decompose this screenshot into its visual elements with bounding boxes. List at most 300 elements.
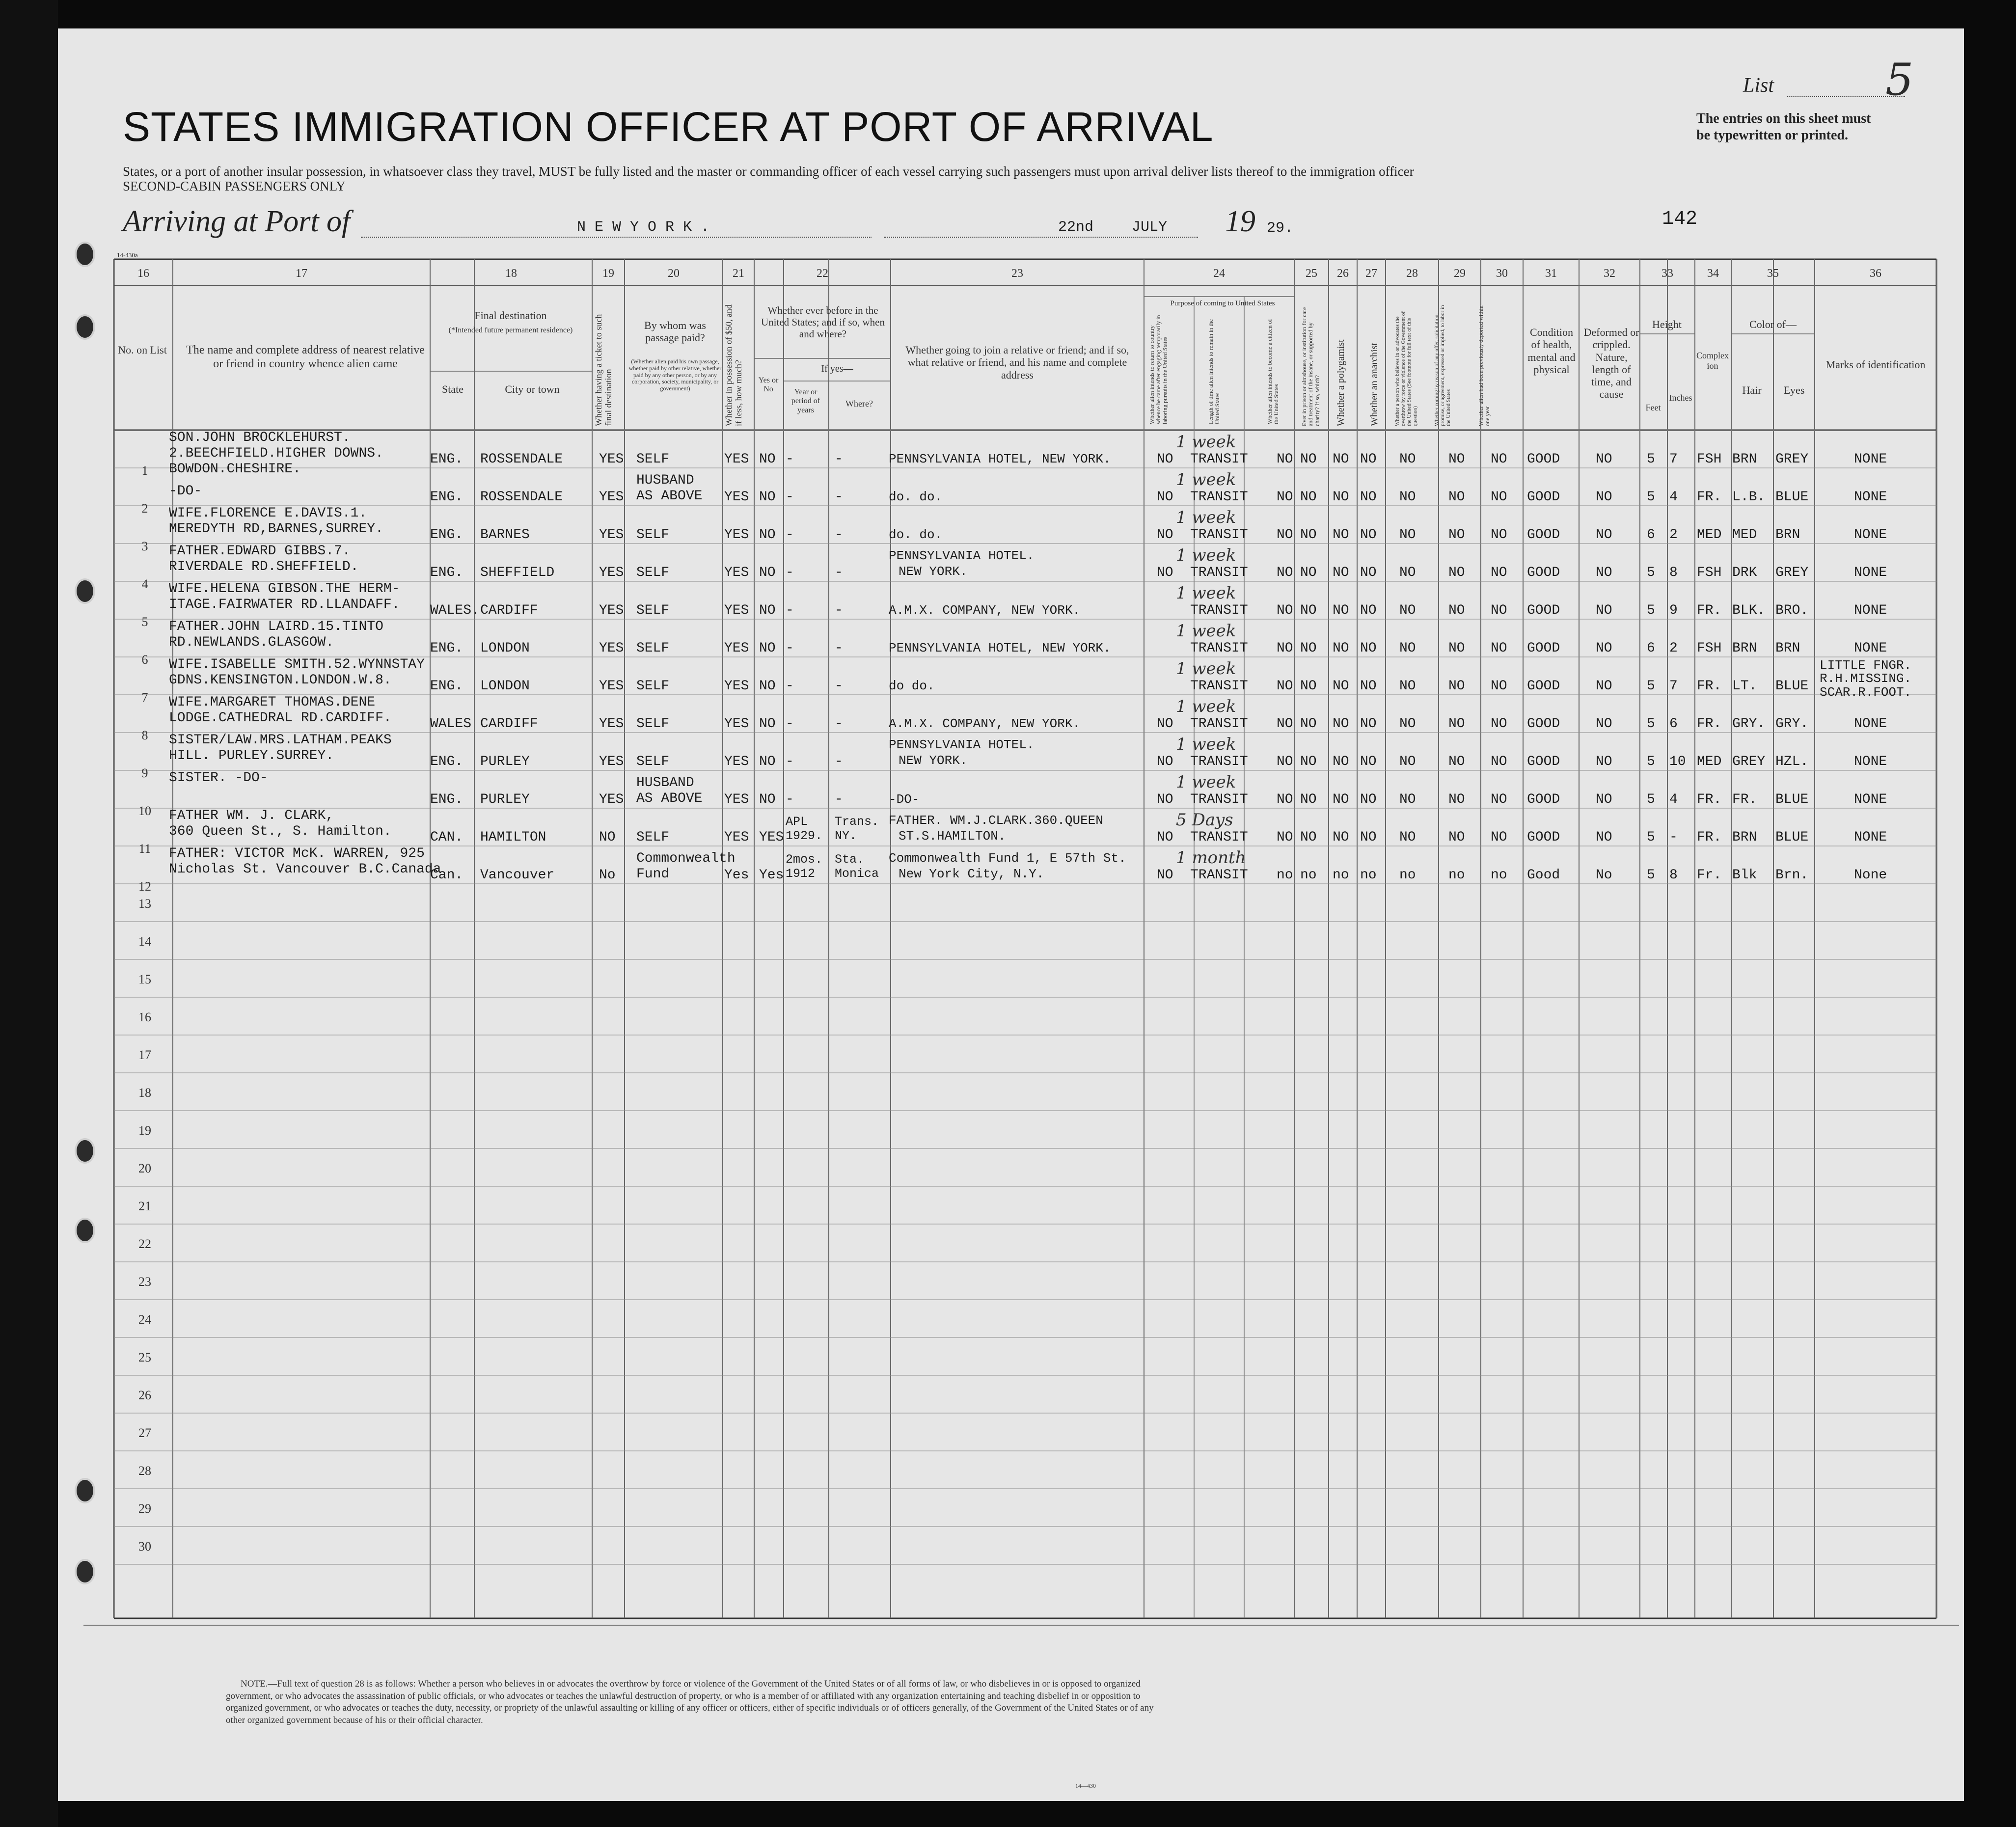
hair-color: BRN bbox=[1732, 830, 1757, 845]
col30-heading: Whether alien had been previously deported within one year bbox=[1477, 305, 1491, 426]
row-number: 6 bbox=[141, 653, 148, 667]
relative-address: ITAGE.FAIRWATER RD.LLANDAFF. bbox=[169, 597, 400, 612]
deformed-answer: NO bbox=[1596, 527, 1612, 543]
hair-color: BRN bbox=[1732, 452, 1757, 467]
row-number: 1 bbox=[141, 464, 148, 478]
col22-where-heading: Where? bbox=[845, 399, 873, 409]
relative-name: WIFE.MARGARET THOMAS.DENE bbox=[169, 695, 376, 710]
column-number: 18 bbox=[505, 267, 517, 280]
joining-address: ST.S.HAMILTON. bbox=[899, 829, 1006, 844]
anarchist-answer: NO bbox=[1360, 679, 1377, 694]
q30-answer: NO bbox=[1491, 679, 1507, 694]
eye-color: BLUE bbox=[1775, 490, 1809, 505]
health-condition: GOOD bbox=[1527, 527, 1560, 543]
hair-color: MED bbox=[1732, 527, 1757, 543]
deformed-answer: NO bbox=[1596, 565, 1612, 580]
q29-answer: NO bbox=[1448, 679, 1465, 694]
relative-name: SISTER/LAW.MRS.LATHAM.PEAKS bbox=[169, 733, 392, 748]
col29-heading: Whether coming by reason of any offer, solicitation, promise, or agreement, expressed or implied, to labor in the United States bbox=[1434, 305, 1452, 426]
prison-answer: NO bbox=[1300, 565, 1317, 580]
hair-color: DRK bbox=[1732, 565, 1757, 580]
complexion-value: MED bbox=[1697, 527, 1722, 543]
previous-year: - bbox=[786, 603, 794, 618]
q30-answer: NO bbox=[1491, 565, 1507, 580]
row-number: 10 bbox=[138, 804, 151, 818]
money-value: YES bbox=[724, 565, 749, 580]
previous-year: - bbox=[786, 527, 794, 543]
passage-paid: AS ABOVE bbox=[636, 791, 703, 806]
destination-city: LONDON bbox=[480, 641, 530, 656]
previous-year: - bbox=[786, 792, 794, 807]
intends-return: NO bbox=[1157, 527, 1173, 543]
col28-heading: Whether a person who believes in or advocates the overthrow by force or violence of the Government of the United States (See footnote for full text of this question) bbox=[1394, 311, 1418, 426]
money-value: YES bbox=[724, 641, 749, 656]
destination-city: ROSSENDALE bbox=[480, 490, 563, 505]
intends-return: NO bbox=[1157, 716, 1173, 732]
hair-color: BLK. bbox=[1732, 603, 1766, 618]
joining-relative: PENNSYLVANIA HOTEL. bbox=[889, 548, 1035, 563]
previous-year: 2mos. 1912 bbox=[786, 852, 823, 881]
length-of-stay: TRANSIT bbox=[1190, 754, 1248, 769]
identification-marks: NONE bbox=[1854, 490, 1887, 505]
q29-answer: NO bbox=[1448, 830, 1465, 845]
height-feet: 5 bbox=[1647, 565, 1655, 580]
height-inches: 2 bbox=[1669, 527, 1678, 543]
length-of-stay-handwritten: 1 week bbox=[1176, 470, 1236, 490]
anarchist-answer: NO bbox=[1360, 830, 1377, 845]
column-number: 21 bbox=[733, 267, 744, 280]
passage-paid: Commonwealth bbox=[636, 851, 736, 866]
identification-marks: NONE bbox=[1854, 716, 1887, 732]
q30-answer: NO bbox=[1491, 452, 1507, 467]
joining-relative: Commonwealth Fund 1, E 57th St. bbox=[889, 851, 1126, 866]
polygamist-answer: NO bbox=[1333, 830, 1349, 845]
column-number: 24 bbox=[1213, 267, 1225, 280]
column-number: 33 bbox=[1662, 267, 1673, 280]
row-number: 23 bbox=[138, 1275, 151, 1289]
previous-year: - bbox=[786, 565, 794, 580]
ticket-value: YES bbox=[599, 641, 624, 656]
length-of-stay-handwritten: 1 week bbox=[1176, 508, 1236, 527]
row-number: 2 bbox=[141, 501, 148, 516]
row-number: 12 bbox=[138, 879, 151, 894]
row-number: 19 bbox=[138, 1123, 151, 1138]
polygamist-answer: NO bbox=[1333, 565, 1349, 580]
previous-visit: NO bbox=[759, 527, 776, 543]
height-inches: 7 bbox=[1669, 679, 1678, 694]
complexion-value: FSH bbox=[1697, 452, 1722, 467]
length-of-stay-handwritten: 1 week bbox=[1176, 545, 1236, 565]
length-of-stay-handwritten: 1 week bbox=[1176, 772, 1236, 792]
joining-address: NEW YORK. bbox=[899, 564, 968, 579]
eye-color: BLUE bbox=[1775, 792, 1809, 807]
form-title: STATES IMMIGRATION OFFICER AT PORT OF ARRIVAL bbox=[123, 104, 1214, 150]
eye-color: BLUE bbox=[1775, 679, 1809, 694]
length-of-stay: TRANSIT bbox=[1190, 641, 1248, 656]
citizen-intent: NO bbox=[1277, 603, 1293, 618]
citizen-intent: NO bbox=[1277, 527, 1293, 543]
destination-city: HAMILTON bbox=[480, 830, 546, 845]
joining-relative: do do. bbox=[889, 679, 935, 693]
date-month: JULY bbox=[1132, 219, 1168, 236]
hair-color: LT. bbox=[1732, 679, 1757, 694]
passage-paid: SELF bbox=[636, 565, 670, 580]
height-inches: 8 bbox=[1669, 565, 1678, 580]
previous-where: - bbox=[835, 452, 843, 467]
complexion-value: FR. bbox=[1697, 679, 1722, 694]
length-of-stay-handwritten: 1 week bbox=[1176, 659, 1236, 679]
destination-state: ENG. bbox=[430, 490, 463, 505]
ticket-value: YES bbox=[599, 679, 624, 694]
polygamist-answer: NO bbox=[1333, 490, 1349, 505]
previous-visit: NO bbox=[759, 792, 776, 807]
length-of-stay-handwritten: 1 week bbox=[1176, 583, 1236, 603]
destination-state: ENG. bbox=[430, 452, 463, 467]
deformed-answer: NO bbox=[1596, 679, 1612, 694]
previous-visit: NO bbox=[759, 754, 776, 769]
previous-year: - bbox=[786, 452, 794, 467]
row-number: 5 bbox=[141, 615, 148, 629]
deformed-answer: NO bbox=[1596, 452, 1612, 467]
column-number: 19 bbox=[602, 267, 614, 280]
q28-answer: NO bbox=[1399, 792, 1416, 807]
prison-answer: NO bbox=[1300, 527, 1317, 543]
q28-answer: NO bbox=[1399, 716, 1416, 732]
intends-return: NO bbox=[1157, 830, 1173, 845]
relative-name: FATHER.EDWARD GIBBS.7. bbox=[169, 544, 351, 559]
relative-name: WIFE.ISABELLE SMITH.52.WYNNSTAY bbox=[169, 657, 425, 672]
q28-answer: NO bbox=[1399, 641, 1416, 656]
height-feet: 6 bbox=[1647, 527, 1655, 543]
col18-heading: Final destination bbox=[474, 309, 547, 322]
length-of-stay-handwritten: 1 week bbox=[1176, 735, 1236, 754]
q28-answer: NO bbox=[1399, 490, 1416, 505]
arriving-label: Arriving at Port of bbox=[123, 205, 351, 238]
citizen-intent: NO bbox=[1277, 792, 1293, 807]
row-number: 30 bbox=[138, 1539, 151, 1554]
money-value: YES bbox=[724, 830, 749, 845]
passenger-class: SECOND-CABIN PASSENGERS ONLY bbox=[123, 179, 346, 193]
eye-color: BRO. bbox=[1775, 603, 1809, 618]
previous-where: Sta. Monica bbox=[835, 852, 879, 881]
row-number: 16 bbox=[138, 1010, 151, 1024]
destination-state: ENG. bbox=[430, 679, 463, 694]
col35-heading: Color of— bbox=[1749, 318, 1797, 330]
anarchist-answer: NO bbox=[1360, 603, 1377, 618]
eye-color: GREY bbox=[1775, 452, 1809, 467]
row-number: 17 bbox=[138, 1048, 151, 1062]
identification-marks: NONE bbox=[1854, 527, 1887, 543]
q29-answer: NO bbox=[1448, 452, 1465, 467]
joining-address: New York City, N.Y. bbox=[899, 867, 1044, 881]
prison-answer: NO bbox=[1300, 641, 1317, 656]
q29-answer: NO bbox=[1448, 490, 1465, 505]
intends-return: NO bbox=[1157, 792, 1173, 807]
entries-note-2: be typewritten or printed. bbox=[1696, 128, 1848, 143]
row-number: 11 bbox=[138, 842, 151, 856]
money-value: YES bbox=[724, 490, 749, 505]
health-condition: GOOD bbox=[1527, 754, 1560, 769]
column-number: 36 bbox=[1870, 267, 1881, 280]
previous-where: - bbox=[835, 792, 843, 807]
identification-marks: NONE bbox=[1854, 641, 1887, 656]
eye-color: Brn. bbox=[1775, 868, 1809, 883]
relative-address: RIVERDALE RD.SHEFFIELD. bbox=[169, 559, 359, 574]
hair-color: BRN bbox=[1732, 641, 1757, 656]
col35-hair-heading: Hair bbox=[1742, 384, 1762, 396]
identification-marks: None bbox=[1854, 868, 1887, 883]
previous-visit: NO bbox=[759, 452, 776, 467]
height-inches: 9 bbox=[1669, 603, 1678, 618]
identification-marks: NONE bbox=[1854, 792, 1887, 807]
prison-answer: no bbox=[1300, 868, 1317, 883]
q28-answer: NO bbox=[1399, 603, 1416, 618]
col33-inches-heading: Inches bbox=[1669, 393, 1692, 403]
col35-eyes-heading: Eyes bbox=[1783, 384, 1805, 396]
deformed-answer: NO bbox=[1596, 490, 1612, 505]
height-feet: 5 bbox=[1647, 452, 1655, 467]
complexion-value: FR. bbox=[1697, 603, 1722, 618]
eye-color: GRY. bbox=[1775, 716, 1809, 732]
health-condition: GOOD bbox=[1527, 830, 1560, 845]
prison-answer: NO bbox=[1300, 792, 1317, 807]
polygamist-answer: NO bbox=[1333, 452, 1349, 467]
joining-relative: FATHER. WM.J.CLARK.360.QUEEN bbox=[889, 813, 1103, 828]
col18-state-heading: State bbox=[442, 383, 463, 395]
length-of-stay: TRANSIT bbox=[1190, 527, 1248, 543]
height-feet: 5 bbox=[1647, 716, 1655, 732]
complexion-value: FR. bbox=[1697, 830, 1722, 845]
height-inches: 8 bbox=[1669, 868, 1678, 883]
joining-relative: PENNSYLVANIA HOTEL. bbox=[889, 737, 1035, 752]
column-number: 27 bbox=[1365, 267, 1377, 280]
deformed-answer: NO bbox=[1596, 830, 1612, 845]
hair-color: L.B. bbox=[1732, 490, 1766, 505]
money-value: YES bbox=[724, 527, 749, 543]
previous-where: - bbox=[835, 641, 843, 656]
col36-heading: Marks of identification bbox=[1825, 358, 1926, 371]
money-value: YES bbox=[724, 679, 749, 694]
row-number: 8 bbox=[141, 728, 148, 743]
identification-marks: NONE bbox=[1854, 565, 1887, 580]
joining-address: NEW YORK. bbox=[899, 753, 968, 768]
polygamist-answer: NO bbox=[1333, 716, 1349, 732]
row-number: 4 bbox=[141, 577, 148, 592]
destination-city: SHEFFIELD bbox=[480, 565, 555, 580]
instruction-text: States, or a port of another insular possession, in whatsoever class they travel, MUST be fully listed and the master or commanding officer of each vessel carrying such passengers must upon arrival deliver lists thereof to the immigration officer bbox=[123, 164, 1414, 179]
health-condition: GOOD bbox=[1527, 792, 1560, 807]
q28-answer: no bbox=[1399, 868, 1416, 883]
date-day: 22nd bbox=[1058, 219, 1094, 236]
col18-city-heading: City or town bbox=[505, 383, 560, 395]
q28-answer: NO bbox=[1399, 754, 1416, 769]
length-of-stay: TRANSIT bbox=[1190, 868, 1248, 883]
col27-heading: Whether an anarchist bbox=[1369, 343, 1380, 426]
identification-marks: NONE bbox=[1854, 603, 1887, 618]
ticket-value: YES bbox=[599, 716, 624, 732]
relative-address: HILL. PURLEY.SURREY. bbox=[169, 748, 334, 764]
complexion-value: MED bbox=[1697, 754, 1722, 769]
entries-note-1: The entries on this sheet must bbox=[1696, 111, 1871, 126]
row-number: 18 bbox=[138, 1086, 151, 1100]
col16-heading: No. on List bbox=[118, 344, 167, 356]
height-inches: 6 bbox=[1669, 716, 1678, 732]
length-of-stay: TRANSIT bbox=[1190, 716, 1248, 732]
destination-state: ENG. bbox=[430, 754, 463, 769]
destination-state: ENG. bbox=[430, 641, 463, 656]
joining-relative: A.M.X. COMPANY, NEW YORK. bbox=[889, 603, 1081, 618]
q30-answer: NO bbox=[1491, 641, 1507, 656]
q28-answer: NO bbox=[1399, 830, 1416, 845]
complexion-value: FR. bbox=[1697, 792, 1722, 807]
money-value: YES bbox=[724, 716, 749, 732]
height-inches: 4 bbox=[1669, 490, 1678, 505]
previous-year: APL 1929. bbox=[786, 815, 823, 843]
col34-heading: Complexion bbox=[1696, 351, 1729, 371]
col31-heading: Condition of health, mental and physical bbox=[1527, 326, 1576, 376]
previous-year: - bbox=[786, 679, 794, 694]
row-number: 9 bbox=[141, 766, 148, 781]
intends-return: NO bbox=[1157, 754, 1173, 769]
q29-answer: NO bbox=[1448, 565, 1465, 580]
prison-answer: NO bbox=[1300, 679, 1317, 694]
prison-answer: NO bbox=[1300, 603, 1317, 618]
joining-relative: do. do. bbox=[889, 527, 943, 542]
intends-return: NO bbox=[1157, 490, 1173, 505]
polygamist-answer: NO bbox=[1333, 754, 1349, 769]
q30-answer: NO bbox=[1491, 716, 1507, 732]
previous-year: - bbox=[786, 490, 794, 505]
intends-return: NO bbox=[1157, 565, 1173, 580]
complexion-value: Fr. bbox=[1697, 868, 1722, 883]
health-condition: Good bbox=[1527, 868, 1560, 883]
ticket-value: YES bbox=[599, 452, 624, 467]
relative-address: LODGE.CATHEDRAL RD.CARDIFF. bbox=[169, 710, 392, 726]
length-of-stay-handwritten: 1 week bbox=[1176, 621, 1236, 641]
col24-return-heading: Whether alien intends to return to country whence he came after engaging temporarily in laboring pursuits in the United States bbox=[1148, 315, 1169, 424]
relative-address: Nicholas St. Vancouver B.C.Canada bbox=[169, 862, 441, 877]
height-feet: 6 bbox=[1647, 641, 1655, 656]
polygamist-answer: no bbox=[1333, 868, 1349, 883]
previous-visit: NO bbox=[759, 679, 776, 694]
joining-relative: -DO- bbox=[889, 792, 920, 807]
deformed-answer: NO bbox=[1596, 716, 1612, 732]
column-number: 25 bbox=[1306, 267, 1317, 280]
col24-heading: Purpose of coming to United States bbox=[1170, 300, 1275, 307]
previous-where: - bbox=[835, 527, 843, 543]
anarchist-answer: NO bbox=[1360, 452, 1377, 467]
passage-paid: SELF bbox=[636, 679, 670, 694]
col22-year-heading: Year or period of years bbox=[791, 388, 820, 414]
polygamist-answer: NO bbox=[1333, 792, 1349, 807]
column-number: 28 bbox=[1406, 267, 1418, 280]
q30-answer: NO bbox=[1491, 830, 1507, 845]
complexion-value: FSH bbox=[1697, 641, 1722, 656]
length-of-stay: TRANSIT bbox=[1190, 603, 1248, 618]
destination-state: WALES. bbox=[430, 603, 480, 618]
passage-paid: SELF bbox=[636, 527, 670, 543]
hair-color: GRY. bbox=[1732, 716, 1766, 732]
relative-name: SON.JOHN BROCKLEHURST. bbox=[169, 430, 351, 445]
prison-answer: NO bbox=[1300, 452, 1317, 467]
q29-answer: NO bbox=[1448, 603, 1465, 618]
passage-paid: Fund bbox=[636, 867, 670, 882]
list-label: List bbox=[1743, 74, 1774, 97]
passage-paid: SELF bbox=[636, 830, 670, 845]
row-number: 28 bbox=[138, 1464, 151, 1478]
destination-state: ENG. bbox=[430, 527, 463, 543]
eye-color: GREY bbox=[1775, 565, 1809, 580]
previous-where: - bbox=[835, 603, 843, 618]
col24-length-heading: Length of time alien intends to remain in the United States bbox=[1207, 319, 1221, 424]
q29-answer: NO bbox=[1448, 716, 1465, 732]
q29-answer: NO bbox=[1448, 641, 1465, 656]
anarchist-answer: NO bbox=[1360, 716, 1377, 732]
destination-city: BARNES bbox=[480, 527, 530, 543]
column-number: 31 bbox=[1545, 267, 1557, 280]
ticket-value: YES bbox=[599, 792, 624, 807]
anarchist-answer: NO bbox=[1360, 527, 1377, 543]
previous-visit: NO bbox=[759, 490, 776, 505]
destination-city: CARDIFF bbox=[480, 603, 538, 618]
height-inches: 2 bbox=[1669, 641, 1678, 656]
identification-marks: LITTLE FNGR. R.H.MISSING. SCAR.R.FOOT. bbox=[1820, 658, 1912, 700]
column-number: 34 bbox=[1707, 267, 1719, 280]
length-of-stay-handwritten: 5 Days bbox=[1176, 810, 1233, 830]
row-number: 13 bbox=[138, 897, 151, 911]
relative-name: FATHER.JOHN LAIRD.15.TINTO bbox=[169, 619, 383, 634]
destination-city: ROSSENDALE bbox=[480, 452, 563, 467]
q29-answer: NO bbox=[1448, 792, 1465, 807]
joining-relative: do. do. bbox=[889, 490, 943, 504]
previous-where: - bbox=[835, 679, 843, 694]
relative-name: FATHER WM. J. CLARK, bbox=[169, 808, 334, 823]
citizen-intent: NO bbox=[1277, 679, 1293, 694]
relative-address: -DO- bbox=[169, 484, 202, 499]
column-number: 20 bbox=[668, 267, 680, 280]
prison-answer: NO bbox=[1300, 754, 1317, 769]
hair-color: GREY bbox=[1732, 754, 1766, 769]
footnote-q28: NOTE.—Full text of question 28 is as follows: Whether a person who believes in or advocates the overthrow by force or violence of the Government of the United States or of all forms of law, or who disbelieves in or is opposed to organized government, or who advocates the assassination of public officials, or who advocates or teaches the unlawful destruction of property, or who is a member of or affiliated with any organization entertaining and teaching disbelief in or opposition to organized government, or who advocates or teaches the duty, necessity, or propriety of the unlawful assaulting or killing of any officer or officers, either of specific individuals or of officers generally, of the Government of the United States or of any other organized government because of his or their official character. bbox=[226, 1679, 1154, 1726]
citizen-intent: no bbox=[1277, 868, 1293, 883]
money-value: YES bbox=[724, 792, 749, 807]
previous-where: - bbox=[835, 490, 843, 505]
anarchist-answer: NO bbox=[1360, 754, 1377, 769]
relative-name: SISTER. -DO- bbox=[169, 770, 268, 786]
relative-name: WIFE.FLORENCE E.DAVIS.1. bbox=[169, 506, 367, 521]
q30-answer: no bbox=[1491, 868, 1507, 883]
health-condition: GOOD bbox=[1527, 641, 1560, 656]
ticket-value: YES bbox=[599, 490, 624, 505]
row-number: 3 bbox=[141, 539, 148, 554]
health-condition: GOOD bbox=[1527, 565, 1560, 580]
relative-address: RD.NEWLANDS.GLASGOW. bbox=[169, 635, 334, 650]
q28-answer: NO bbox=[1399, 452, 1416, 467]
destination-state: ENG. bbox=[430, 792, 463, 807]
passage-paid: HUSBAND bbox=[636, 775, 694, 791]
ticket-value: YES bbox=[599, 527, 624, 543]
height-feet: 5 bbox=[1647, 754, 1655, 769]
length-of-stay: TRANSIT bbox=[1190, 565, 1248, 580]
row-number: 27 bbox=[138, 1426, 151, 1440]
column-number: 22 bbox=[817, 267, 828, 280]
row-number: 24 bbox=[138, 1312, 151, 1327]
sheet-number: 142 bbox=[1662, 208, 1698, 230]
height-inches: 10 bbox=[1669, 754, 1686, 769]
previous-year: - bbox=[786, 716, 794, 732]
q30-answer: NO bbox=[1491, 754, 1507, 769]
previous-where: - bbox=[835, 754, 843, 769]
